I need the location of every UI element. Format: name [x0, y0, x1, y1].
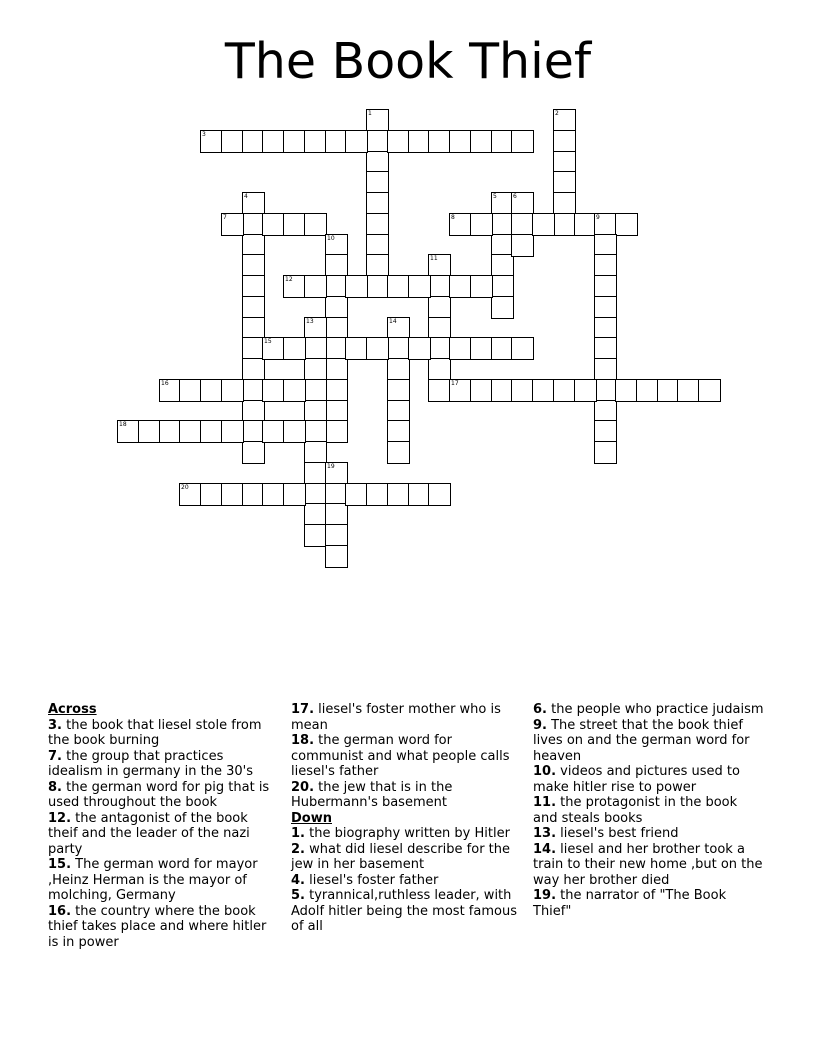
clue-column-1 [48, 702, 280, 950]
clue-number: 14 [389, 318, 397, 325]
grid-cell[interactable] [242, 358, 265, 381]
grid-cell[interactable] [491, 254, 514, 277]
grid-cell[interactable] [345, 337, 368, 360]
grid-cell[interactable] [594, 296, 617, 319]
clue-number: 13 [306, 318, 314, 325]
page-title: The Book Thief [224, 33, 592, 90]
grid-cell[interactable] [366, 275, 389, 298]
clue-item [291, 888, 523, 935]
clue-item [48, 904, 280, 951]
grid-cell[interactable] [470, 379, 493, 402]
grid-cell[interactable] [574, 379, 597, 402]
clue-item-text: the protagonist in the book and steals books [533, 795, 738, 826]
clue-item [533, 842, 765, 889]
grid-cell[interactable] [200, 130, 223, 153]
down-clue-list-cont [533, 702, 765, 919]
grid-cell[interactable] [262, 379, 285, 402]
clue-item [291, 702, 523, 733]
grid-cell[interactable] [511, 379, 534, 402]
grid-cell[interactable] [532, 379, 555, 402]
clue-item-number: 15. [48, 857, 72, 872]
clue-number: 9 [596, 214, 600, 221]
clue-item-number: 13. [533, 826, 557, 841]
grid-cell[interactable] [594, 337, 617, 360]
grid-cell[interactable] [283, 275, 306, 298]
grid-cell[interactable] [325, 545, 348, 568]
grid-cell[interactable] [200, 483, 223, 506]
grid-cell[interactable] [594, 213, 617, 236]
clue-item-number: 10. [533, 764, 557, 779]
clue-item [533, 826, 765, 842]
grid-cell[interactable] [553, 379, 576, 402]
grid-cell[interactable] [304, 358, 327, 381]
grid-cell[interactable] [262, 483, 285, 506]
grid-cell[interactable] [138, 420, 161, 443]
clue-item [48, 749, 280, 780]
grid-cell[interactable] [221, 420, 244, 443]
grid-cell[interactable] [366, 109, 389, 132]
grid-cell[interactable] [304, 213, 327, 236]
grid-cell[interactable] [387, 379, 410, 402]
clue-item-text: the book that liesel stole from the book burning [48, 717, 262, 748]
grid-cell[interactable] [636, 379, 659, 402]
clue-item-text: liesel and her brother took a train to their new home ,but on the way her brother died [533, 841, 763, 888]
clue-item-number: 6. [533, 702, 547, 717]
grid-cell[interactable] [304, 275, 327, 298]
grid-cell[interactable] [262, 213, 285, 236]
grid-cell[interactable] [511, 234, 534, 257]
clue-column-3 [533, 702, 765, 919]
grid-cell[interactable] [325, 462, 348, 485]
clue-item-number: 7. [48, 748, 62, 764]
clue-item [291, 733, 523, 780]
clue-number: 20 [181, 484, 189, 491]
clue-item-number: 20. [291, 779, 315, 795]
clue-item [533, 795, 765, 826]
clue-item-text: the people who practice judaism [546, 702, 764, 717]
grid-cell[interactable] [511, 213, 534, 236]
grid-cell[interactable] [304, 420, 327, 443]
grid-cell[interactable] [242, 192, 265, 215]
grid-cell[interactable] [491, 275, 514, 298]
grid-cell[interactable] [698, 379, 721, 402]
clue-number: 7 [223, 214, 227, 221]
clue-item [533, 888, 765, 919]
clue-column-2 [291, 702, 523, 935]
clue-item [291, 780, 523, 811]
grid-cell[interactable] [387, 275, 410, 298]
clue-number: 18 [119, 421, 127, 428]
clue-number: 19 [327, 463, 335, 470]
grid-cell[interactable] [553, 109, 576, 132]
grid-cell[interactable] [345, 130, 368, 153]
grid-cell[interactable] [304, 441, 327, 464]
grid-cell[interactable] [325, 379, 348, 402]
clue-item [291, 826, 523, 842]
grid-cell[interactable] [325, 420, 348, 443]
grid-cell[interactable] [221, 379, 244, 402]
grid-cell[interactable] [615, 213, 638, 236]
clue-number: 11 [430, 255, 438, 262]
grid-cell[interactable] [449, 213, 472, 236]
grid-cell[interactable] [283, 213, 306, 236]
grid-cell[interactable] [242, 441, 265, 464]
grid-cell[interactable] [553, 213, 576, 236]
clue-item-number: 19. [533, 888, 557, 903]
clue-number: 16 [161, 380, 169, 387]
clue-item-number: 12. [48, 810, 72, 826]
down-clue-list [291, 826, 523, 935]
grid-cell[interactable] [325, 254, 348, 277]
grid-cell[interactable] [428, 358, 451, 381]
across-clue-list-cont [291, 702, 523, 811]
grid-cell[interactable] [221, 130, 244, 153]
clue-item-text: tyrannical,ruthless leader, with Adolf hitler being the most famous of all [291, 888, 517, 934]
clue-item-text: The german word for mayor ,Heinz Herman is the mayor of molching, Germany [48, 857, 258, 903]
grid-cell[interactable] [325, 524, 348, 547]
grid-cell[interactable] [594, 420, 617, 443]
clue-item-text: the country where the book thief takes place and where hitler is in power [48, 903, 267, 950]
grid-cell[interactable] [428, 296, 451, 319]
grid-cell[interactable] [262, 337, 285, 360]
grid-cell[interactable] [179, 483, 202, 506]
clue-item [533, 718, 765, 765]
grid-cell[interactable] [304, 379, 327, 402]
grid-cell[interactable] [283, 130, 306, 153]
grid-cell[interactable] [511, 337, 534, 360]
clue-item-number: 8. [48, 779, 62, 795]
grid-cell[interactable] [449, 275, 472, 298]
clue-number: 12 [285, 276, 293, 283]
clue-number: 8 [451, 214, 455, 221]
grid-cell[interactable] [325, 503, 348, 526]
grid-cell[interactable] [283, 483, 306, 506]
grid-cell[interactable] [428, 130, 451, 153]
clue-item-text: the antagonist of the book theif and the leader of the nazi party [48, 810, 250, 857]
clue-item-number: 2. [291, 841, 305, 857]
clue-item-text: videos and pictures used to make hitler rise to power [533, 764, 740, 795]
grid-cell[interactable] [387, 441, 410, 464]
grid-cell[interactable] [553, 192, 576, 215]
grid-cell[interactable] [470, 213, 493, 236]
grid-cell[interactable] [304, 130, 327, 153]
clue-item-number: 14. [533, 841, 557, 857]
grid-cell[interactable] [366, 130, 389, 153]
clue-item [48, 857, 280, 904]
clue-item-text: the jew that is in the Hubermann's basement [291, 779, 453, 810]
grid-cell[interactable] [304, 337, 327, 360]
grid-cell[interactable] [221, 483, 244, 506]
grid-cell[interactable] [449, 337, 472, 360]
grid-cell[interactable] [387, 483, 410, 506]
grid-cell[interactable] [304, 462, 327, 485]
grid-cell[interactable] [283, 420, 306, 443]
clue-item [291, 873, 523, 889]
clue-item-text: the german word for pig that is used throughout the book [48, 779, 270, 810]
grid-cell[interactable] [594, 441, 617, 464]
grid-cell[interactable] [470, 337, 493, 360]
grid-cell[interactable] [345, 483, 368, 506]
clue-item [48, 780, 280, 811]
grid-cell[interactable] [117, 420, 140, 443]
grid-cell[interactable] [449, 379, 472, 402]
grid-cell[interactable] [345, 275, 368, 298]
grid-cell[interactable] [325, 296, 348, 319]
grid-cell[interactable] [553, 171, 576, 194]
clue-item [533, 702, 765, 718]
clue-item-number: 3. [48, 717, 62, 733]
grid-cell[interactable] [387, 420, 410, 443]
clue-number: 3 [202, 131, 206, 138]
grid-cell[interactable] [491, 296, 514, 319]
grid-cell[interactable] [387, 337, 410, 360]
clue-number: 15 [264, 338, 272, 345]
grid-cell[interactable] [221, 213, 244, 236]
grid-cell[interactable] [366, 171, 389, 194]
clue-item-number: 4. [291, 872, 305, 888]
across-clue-list [48, 718, 280, 951]
grid-cell[interactable] [179, 420, 202, 443]
clue-number: 17 [451, 380, 459, 387]
grid-cell[interactable] [200, 420, 223, 443]
clue-item-number: 18. [291, 733, 315, 748]
grid-cell[interactable] [200, 379, 223, 402]
grid-cell[interactable] [366, 192, 389, 215]
clue-item-number: 9. [533, 717, 547, 733]
grid-cell[interactable] [325, 358, 348, 381]
grid-cell[interactable] [242, 275, 265, 298]
grid-cell[interactable] [387, 130, 410, 153]
grid-cell[interactable] [366, 254, 389, 277]
grid-cell[interactable] [553, 130, 576, 153]
grid-cell[interactable] [511, 130, 534, 153]
clue-number: 4 [244, 193, 248, 200]
clue-item-number: 16. [48, 903, 72, 919]
grid-cell[interactable] [283, 337, 306, 360]
grid-cell[interactable] [594, 358, 617, 381]
clue-item-text: liesel's foster father [304, 872, 439, 888]
grid-cell[interactable] [408, 337, 431, 360]
grid-cell[interactable] [594, 275, 617, 298]
grid-cell[interactable] [594, 379, 617, 402]
grid-cell[interactable] [304, 524, 327, 547]
clue-item-text: liesel's foster mother who is mean [291, 702, 501, 733]
grid-cell[interactable] [283, 379, 306, 402]
clue-item [48, 718, 280, 749]
grid-cell[interactable] [408, 275, 431, 298]
clue-item [291, 842, 523, 873]
clue-item-text: what did liesel describe for the jew in her basement [291, 841, 511, 872]
clue-item-number: 17. [291, 702, 315, 717]
clue-item-text: the german word for communist and what people calls liesel's father [291, 733, 510, 779]
grid-cell[interactable] [428, 483, 451, 506]
clue-number: 5 [493, 193, 497, 200]
grid-cell[interactable] [179, 379, 202, 402]
grid-cell[interactable] [428, 275, 451, 298]
grid-cell[interactable] [470, 275, 493, 298]
grid-cell[interactable] [449, 130, 472, 153]
grid-cell[interactable] [615, 379, 638, 402]
clue-item-text: the group that practices idealism in germany in the 30's [48, 748, 254, 779]
clue-item [533, 764, 765, 795]
across-heading: Across [48, 702, 97, 717]
grid-cell[interactable] [677, 379, 700, 402]
grid-cell[interactable] [511, 192, 534, 215]
grid-cell[interactable] [428, 379, 451, 402]
clue-item-number: 5. [291, 888, 305, 903]
grid-cell[interactable] [428, 254, 451, 277]
clue-item-text: liesel's best friend [556, 826, 679, 841]
clue-item-text: The street that the book thief lives on and the german word for heaven [533, 717, 750, 764]
grid-cell[interactable] [470, 130, 493, 153]
down-heading: Down [291, 810, 332, 826]
grid-cell[interactable] [387, 358, 410, 381]
grid-cell[interactable] [366, 213, 389, 236]
grid-cell[interactable] [262, 420, 285, 443]
clue-item [48, 811, 280, 858]
clue-item-text: the narrator of "The Book Thief" [533, 888, 727, 919]
grid-cell[interactable] [366, 483, 389, 506]
grid-cell[interactable] [304, 503, 327, 526]
grid-cell[interactable] [428, 337, 451, 360]
clue-number: 6 [513, 193, 517, 200]
grid-cell[interactable] [366, 337, 389, 360]
clue-item-number: 11. [533, 795, 557, 810]
grid-cell[interactable] [242, 296, 265, 319]
clue-number: 2 [555, 110, 559, 117]
grid-cell[interactable] [532, 213, 555, 236]
clue-item-number: 1. [291, 826, 305, 841]
grid-cell[interactable] [262, 130, 285, 153]
clue-number: 10 [327, 235, 335, 242]
grid-cell[interactable] [594, 254, 617, 277]
grid-cell[interactable] [242, 254, 265, 277]
clue-number: 1 [368, 110, 372, 117]
clue-item-text: the biography written by Hitler [304, 826, 510, 841]
